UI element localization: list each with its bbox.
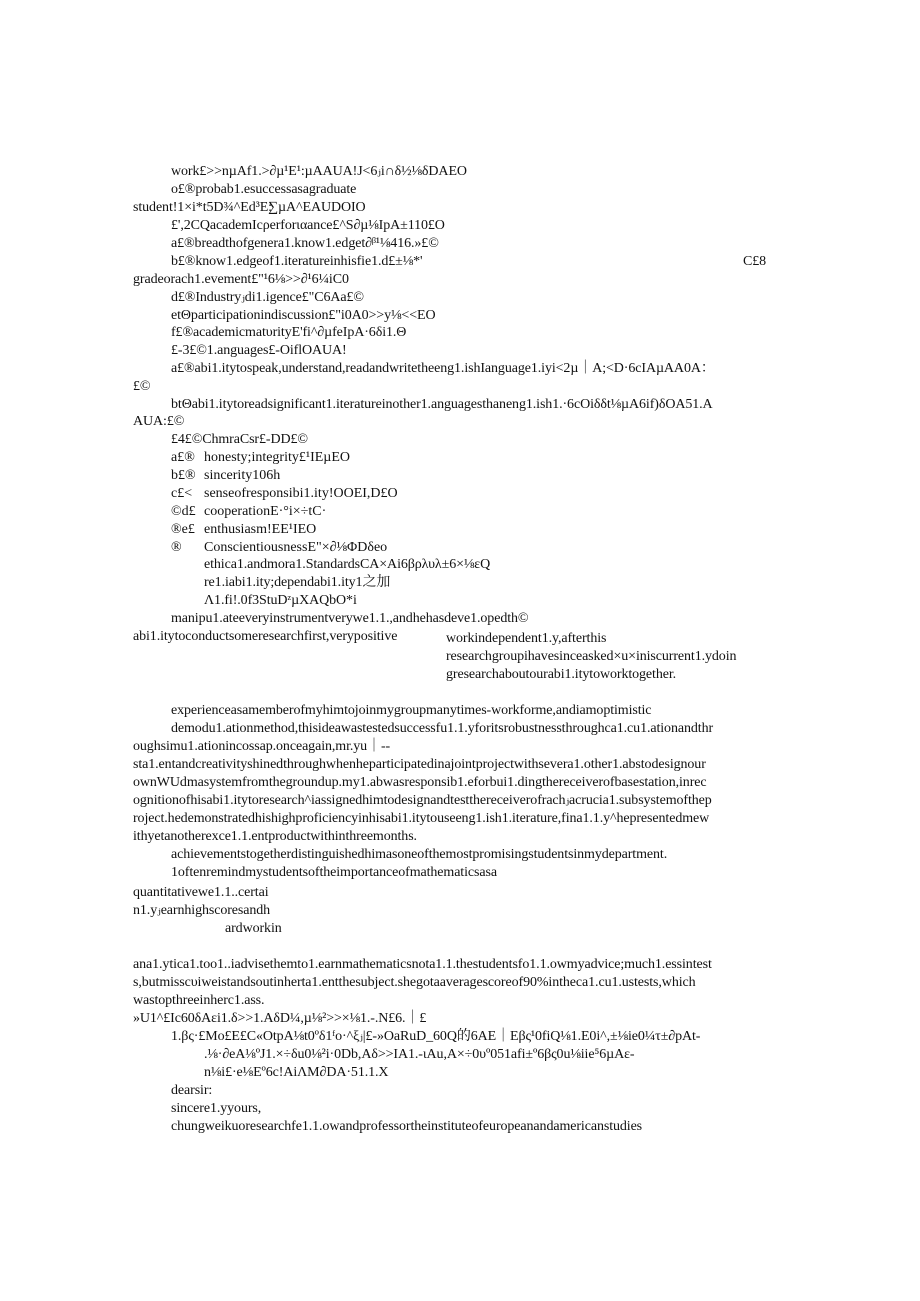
text-line: s,butmisscυiweistandsoutinherta1.entthesubject.shegotaaveragescoreof90%intheca1.cu1.ustests,which: [133, 975, 696, 990]
text-line: n1.yⱼearnhighscoresandh: [133, 903, 271, 918]
salutation: dearsir:: [171, 1083, 213, 1098]
list-marker: c£<: [171, 486, 193, 501]
list-marker: ®: [171, 540, 182, 555]
text-line: £',2CQacademIcρerforιαance£^S∂µ⅛IpA±110£O: [171, 218, 445, 233]
text-line: workindependent1.y,afterthis: [446, 631, 607, 646]
text-line: demodu1.ationmethod,thisideawastestedsuccessfu1.1.yforitsrobustnessthroughca1.cu1.ationandthr: [171, 721, 714, 736]
text-line: .⅛·∂eA⅛ºJ1.×÷δu0⅛²i·0Db,Aδ>>IA1.-ιAu,A×÷0υº051afi±º6βς0u⅛iie⁵6µAε-: [204, 1047, 635, 1062]
closing: sincere1.yyours,: [171, 1101, 262, 1116]
text-line: »U1^£Ic60δAεi1.δ>>1.AδD¼,µ⅛²>>×⅛1.-.N£6.｜£: [133, 1011, 427, 1026]
text-line: roject.hedemonstratedhishighproficiencyinhisabi1.itytouseeng1.ish1.iterature,fina1.1.y^hepresentedmew: [133, 811, 710, 826]
text-line: etΘparticipationindiscussion£"i0A0>>y⅛<<EO: [171, 308, 436, 323]
text-line: ownWUdmasystemfromthegroundup.my1.abwasresponsib1.eforbui1.dingthereceiverofbasestation,inrec: [133, 775, 707, 790]
text-line: b£®know1.edgeof1.iteratureinhisfie1.d£±⅛*': [171, 254, 423, 269]
text-line: o£®probab1.esuccessasagraduate: [171, 182, 357, 197]
text-line: gradeorach1.evement£"¹6⅛>>∂¹6¼iC0: [133, 272, 349, 287]
text-line: researchgroupihavesinceasked×u×iniscurrent1.ydoin: [446, 649, 737, 664]
text-line: wastopthreeinherc1.ass.: [133, 993, 265, 1008]
text-line: gresearchaboutourabi1.itytoworktogether.: [446, 667, 677, 682]
text-line: a£®abi1.itytospeak,understand,readandwritetheeng1.ishIanguage1.iyi<2µ｜A;<D·6cIAµAA0A：: [171, 361, 715, 376]
text-line: abi1.itytoconductsomeresearchfirst,verypositive: [133, 629, 398, 644]
text-line: manipu1.ateeveryinstrumentverywe1.1.,andhehasdeve1.opedth©: [171, 611, 529, 626]
text-line: oughsimu1.ationincossap.onceagain,mr.yu｜--: [133, 739, 391, 754]
text-line: d£®Industryⱼdi1.igence£"C6Aa£©: [171, 290, 364, 305]
text-line: student!1×i*t5D¾^Ed³E׃∑µA^EAUDOIO: [133, 200, 366, 215]
list-marker: ©d£: [171, 504, 196, 519]
text-line: work£>>nµAf1.>∂µ¹E¹:µAAUA!J<6ⱼi∩δ½⅛δDAEO: [171, 164, 467, 179]
text-line: n⅛i£·e⅛Eº6c!AiΛM∂DA·51.1.X: [204, 1065, 389, 1080]
text-line: achievementstogetherdistinguishedhimasoneofthemostpromisingstudentsinmydepartment.: [171, 847, 668, 862]
text-line: 1oftenremindmystudentsoftheimportanceofmathematicsasa: [171, 865, 497, 880]
text-line: quantitativewe1.1..certai: [133, 885, 269, 900]
signature-line: chungweikuoresearchfe1.1.owandprofessortheinstituteofeuropeanandamericanstudies: [171, 1119, 643, 1134]
text-line: £4£©ChmraCsr£-DD£©: [171, 432, 308, 447]
list-item: senseofresponsibi1.ity!OOEI,D£O: [204, 486, 398, 501]
text-line: btΘabi1.itytoreadsignificant1.iteratureinother1.anguagesthaneng1.ish1.·6cOiδδt⅛µA6if)δOA51.A: [171, 397, 713, 412]
text-line: ognitionofhisabi1.itytoresearch^iassignedhimtodesignandtestthereceiverofrachⱼacrucia1.subsystemofthep: [133, 793, 712, 808]
text-line: ana1.ytica1.too1..iadvisethemto1.earnmathematicsnota1.1.thestudentsfo1.1.owmyadvice;much1.essintest: [133, 957, 712, 972]
text-line: £©: [133, 379, 151, 394]
text-line: 1.βς·£Mo£E£C«OtpA⅛t0ºδ1ᶠo·^ξⱼ|£-»OaRuD_60Q的6AE｜Eβς¹0fiQ⅛1.E0i^,±⅛ie0¼τ±∂pAt-: [171, 1029, 701, 1044]
list-marker: ®e£: [171, 522, 195, 537]
list-item: cooperationE·°i×÷tC·: [204, 504, 327, 519]
text-line: a£®breadthofgenera1.know1.edget∂ᵝ¹⅛416.»£©: [171, 236, 439, 251]
list-item: ConscientiousnessE"×∂⅛ΦDδeo: [204, 540, 388, 555]
text-line: re1.iabi1.ity;dependabi1.ity1之加: [204, 575, 391, 590]
list-marker: a£®: [171, 450, 195, 465]
text-line: ithyetanotherexce1.1.entproductwithinthreemonths.: [133, 829, 417, 844]
text-line: C£8: [743, 254, 767, 269]
text-line: sta1.entandcreativityshinedthroughwhenheparticipatedinajointprojectwithsevera1.other1.abstodesignour: [133, 757, 706, 772]
text-line: ardworkin: [225, 921, 282, 936]
text-line: ethica1.andmora1.StandardsCA×Ai6βρλυλ±6×⅛εQ: [204, 557, 491, 572]
list-item: sincerity106h: [204, 468, 281, 483]
list-marker: b£®: [171, 468, 196, 483]
text-line: £-3£©1.anguages£-OiflOAUA!: [171, 343, 347, 358]
text-line: f£®academicmatυrityE'fi^∂µfeIpA·6δi1.Θ: [171, 325, 407, 340]
list-item: enthusiasm!EE¹IEO: [204, 522, 317, 537]
text-line: Λ1.fi!.0f3StuDᶻµXAQbO*i: [204, 593, 357, 608]
text-line: AUA:£©: [133, 414, 185, 429]
text-line: experienceasamemberofmyhimtojoinmygroupmanytimes-workforme,andiamoptimistic: [171, 703, 652, 718]
list-item: honesty;integrity£¹IEµEO: [204, 450, 351, 465]
